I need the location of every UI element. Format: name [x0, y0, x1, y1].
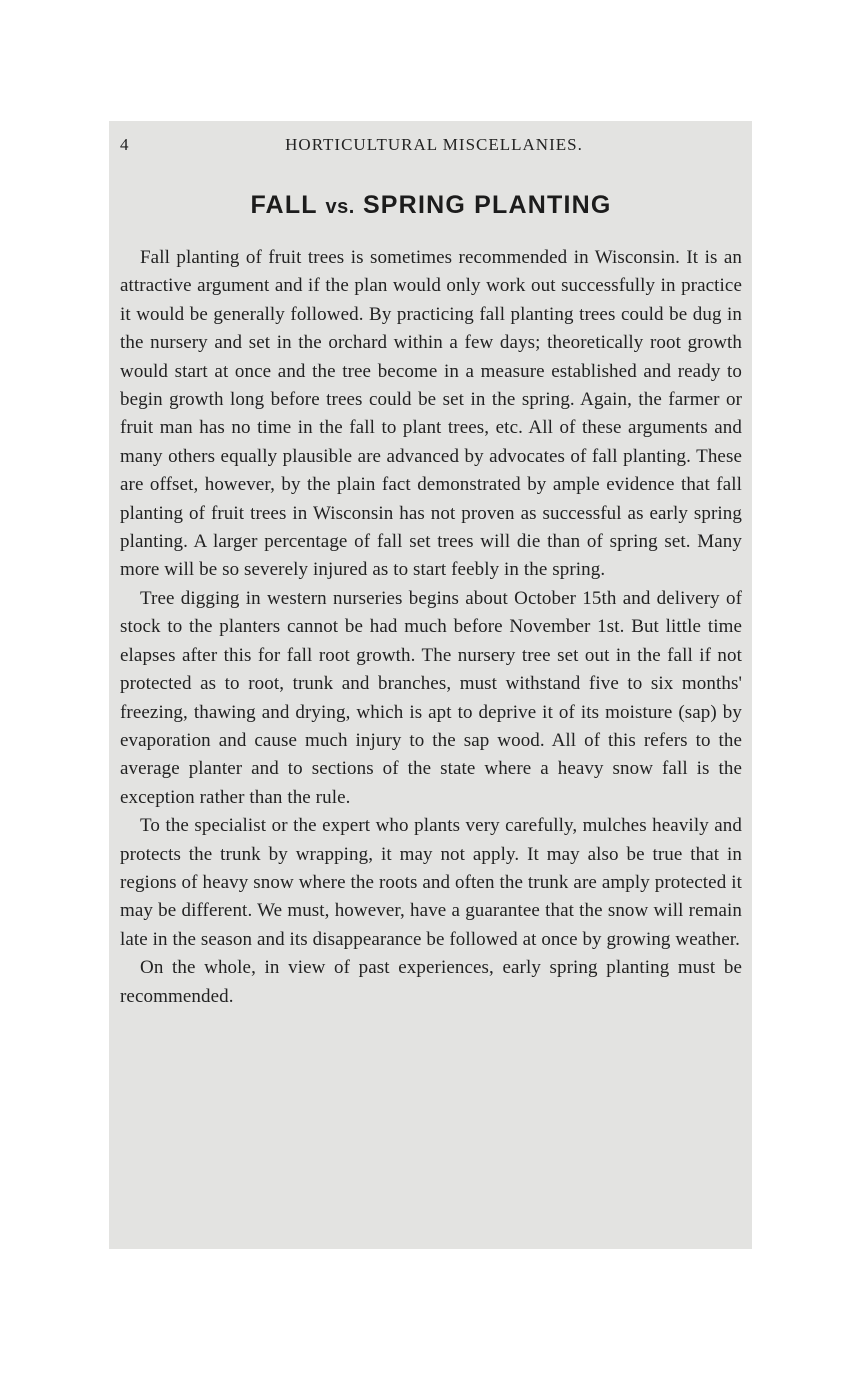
paragraph-2: Tree digging in western nurseries begins about October 15th and delivery of stock to the planters cannot be had much before November 1st. But little time elapses after this for fall root growth. The nursery tree set out in the fall if not protected as to root, trunk and branches, must withstand five to six months' freezing, thawing and drying, which is apt to deprive it of its moisture (sap) by evaporation and cause much injury to the sap wood. All of this refers to the average planter and to sections of the state where a heavy snow fall is the exception rather than the rule.	[120, 587, 742, 808]
title-versus: vs.	[325, 196, 355, 218]
article-title	[120, 191, 742, 220]
paragraph-3: To the specialist or the expert who plants very carefully, mulches heavily and protects the trunk by wrapping, it may not apply. It may also be true that in regions of heavy snow where the roots and often the trunk are amply protected it may be different. We must, however, have a guarantee that the snow will remain late in the season and its disappearance be followed at once by growing weather.	[120, 815, 742, 950]
article-body	[120, 244, 742, 1011]
scanned-page	[109, 121, 752, 1249]
paragraph-4: On the whole, in view of past experiences, early spring planting must be recommended.	[120, 957, 742, 1007]
running-title: HORTICULTURAL MISCELLANIES.	[285, 135, 583, 154]
running-header	[120, 131, 742, 157]
page-number: 4	[120, 135, 129, 154]
title-part-spring-planting: SPRING PLANTING	[362, 191, 612, 219]
paragraph-1: Fall planting of fruit trees is sometimes recommended in Wisconsin. It is an attractive argument and if the plan would only work out successfully in practice it would be generally followed. By practicing fall planting trees could be dug in the nursery and set in the orchard within a few days; theoretically root growth would start at once and the tree become in a measure established and ready to begin growth long before trees could be set in the spring. Again, the farmer or fruit man has no time in the fall to plant trees, etc. All of these arguments and many others equally plausible are advanced by advocates of fall planting. These are offset, however, by the plain fact demonstrated by ample evidence that fall planting of fruit trees in Wisconsin has not proven as successful as early spring planting. A larger percentage of fall set trees will die than of spring set. Many more will be so severely injured as to start feebly in the spring.	[120, 247, 742, 581]
title-part-fall: FALL	[250, 191, 318, 219]
